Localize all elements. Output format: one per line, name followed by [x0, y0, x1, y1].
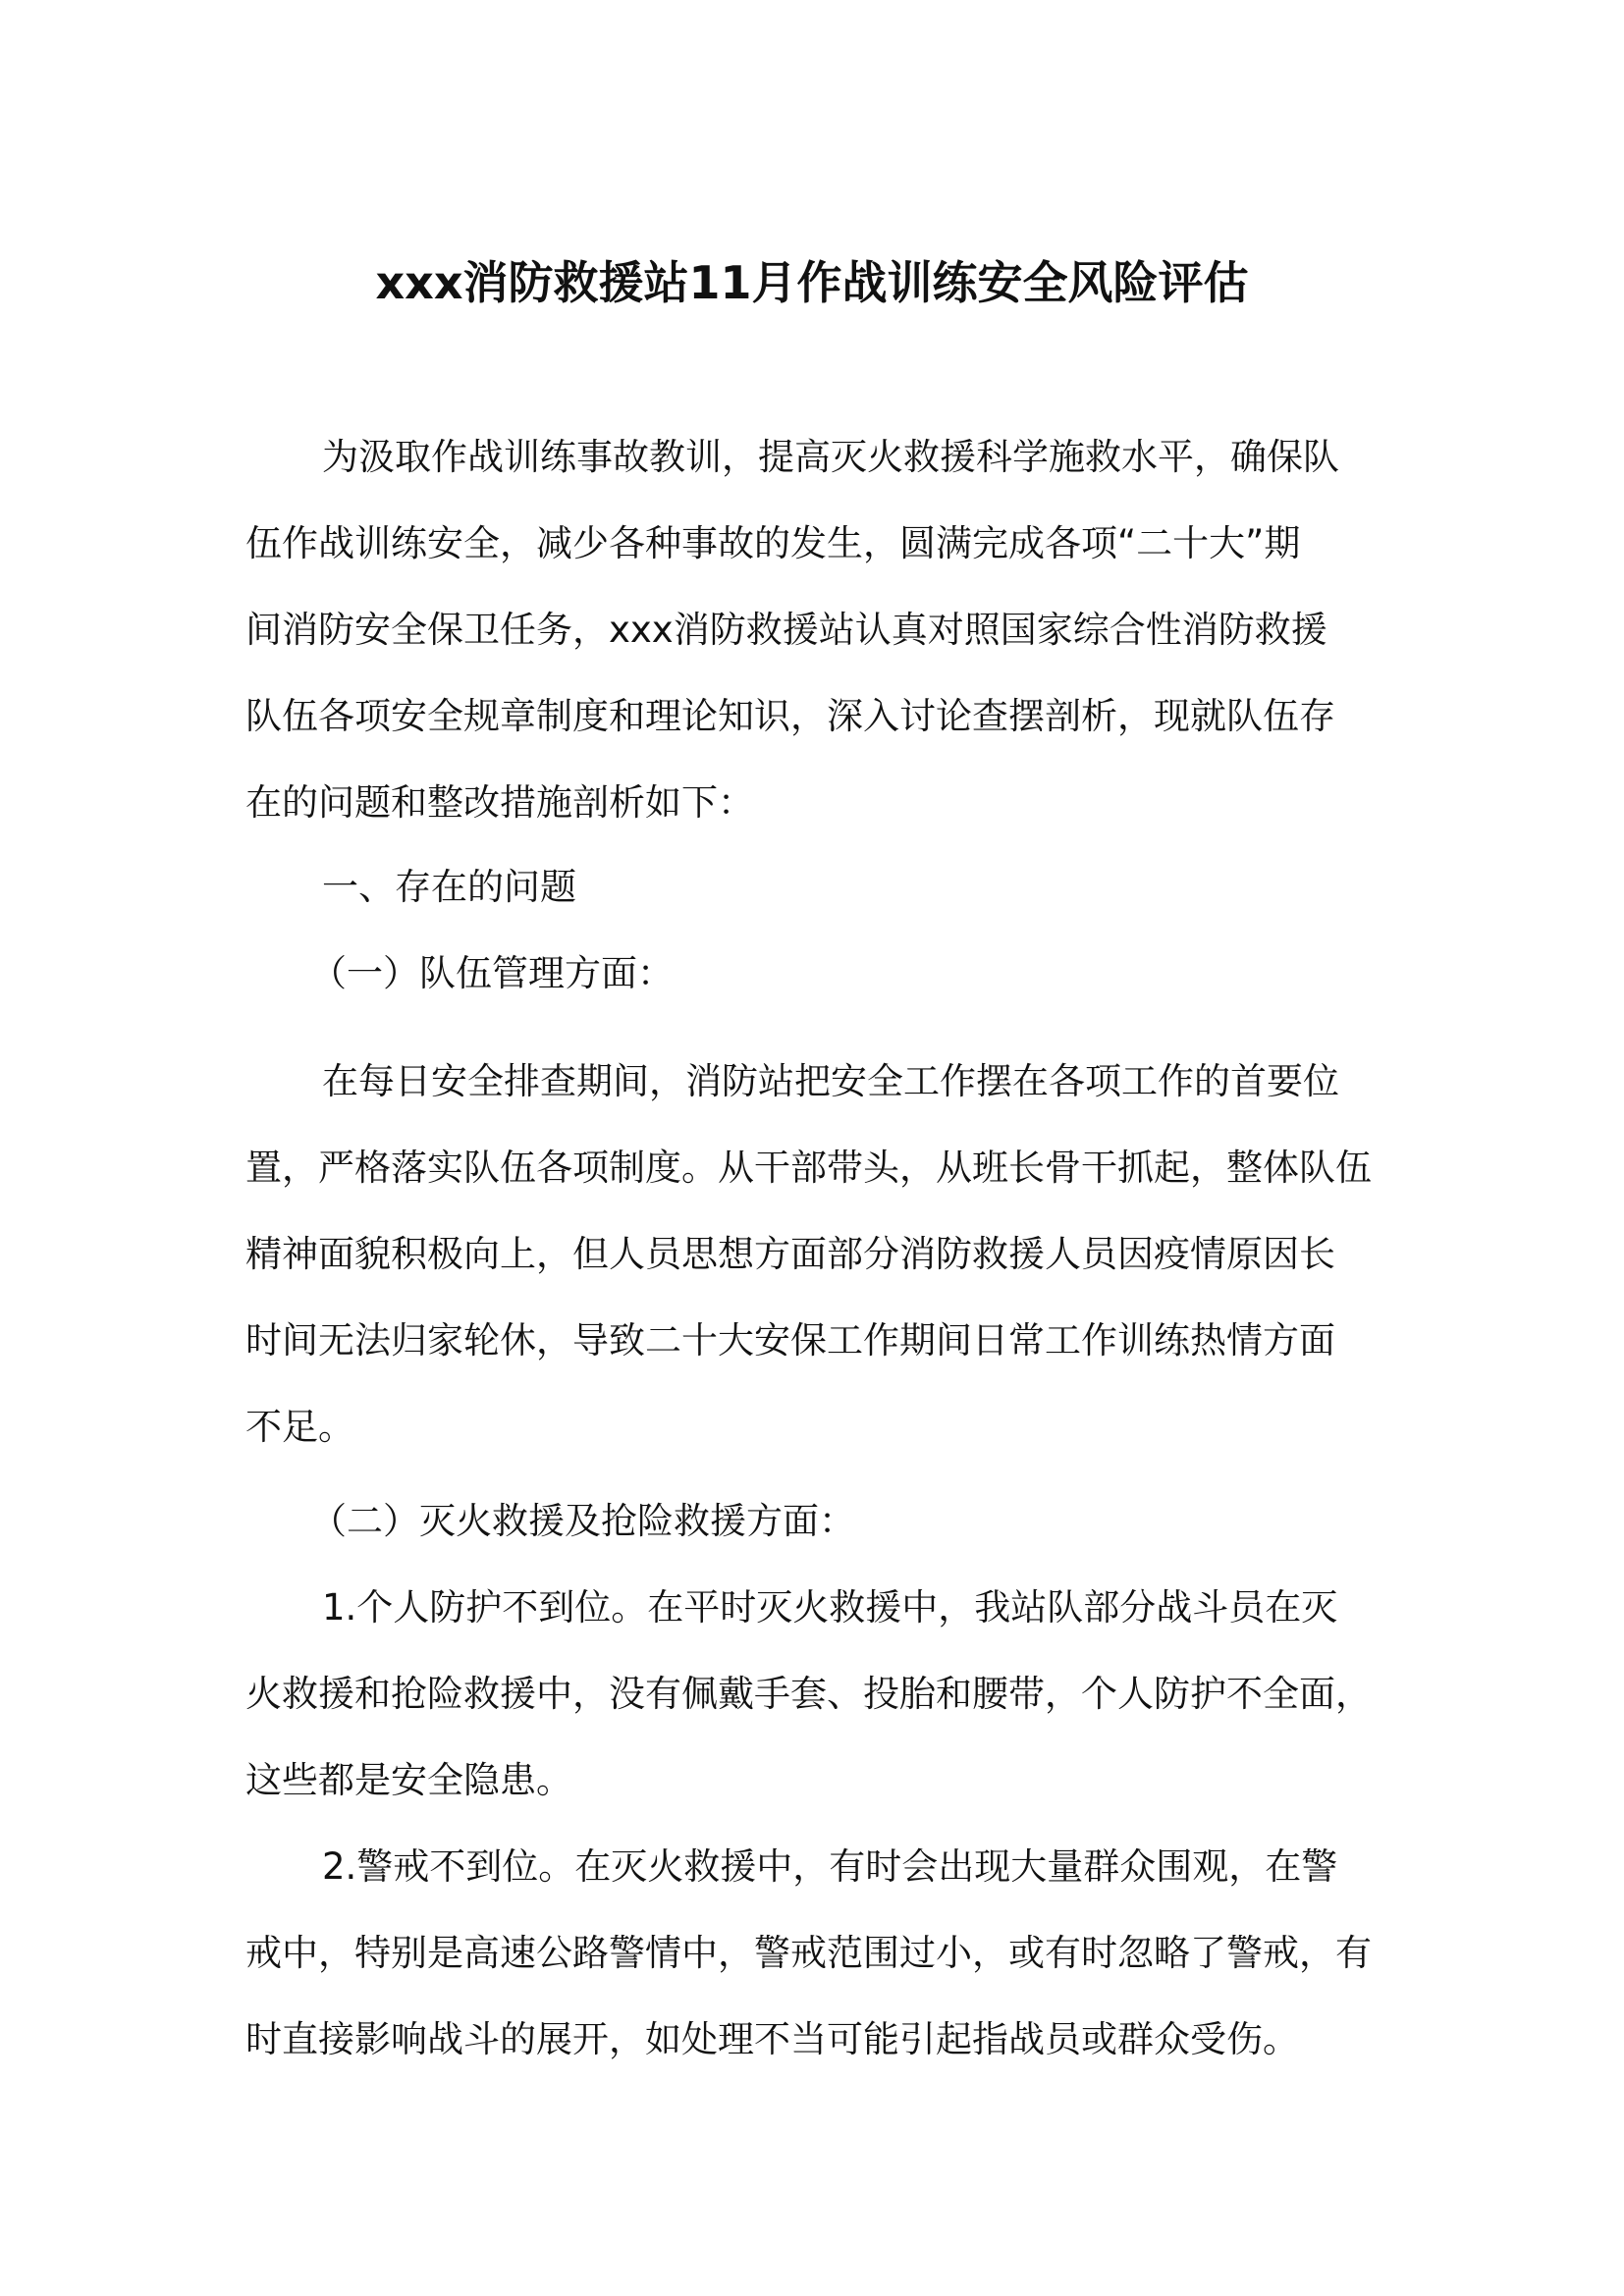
item-1-paragraph	[245, 1565, 1388, 1824]
paragraph-line: 间消防安全保卫任务，xxx消防救援站认真对照国家综合性消防救援	[245, 609, 1327, 651]
paragraph-line: 置，严格落实队伍各项制度。从干部带头，从班长骨干抓起，整体队伍	[245, 1147, 1372, 1189]
document-title: xxx消防救援站11月作战训练安全风险评估	[375, 256, 1249, 309]
paragraph-line: 时直接影响战斗的展开，如处理不当可能引起指战员或群众受伤。	[245, 2018, 1299, 2060]
paragraph-line: 戒中，特别是高速公路警情中，警戒范围过小，或有时忽略了警戒，有	[245, 1932, 1372, 1974]
paragraph-line: 火救援和抢险救援中，没有佩戴手套、投胎和腰带，个人防护不全面，	[245, 1673, 1372, 1715]
section-heading-text: 一、存在的问题	[322, 866, 576, 908]
paragraph-line: 在每日安全排查期间，消防站把安全工作摆在各项工作的首要位	[322, 1060, 1339, 1102]
section-heading-1	[245, 844, 1388, 931]
paragraph-line: 伍作战训练安全，减少各种事故的发生，圆满完成各项“二十大”期	[245, 522, 1301, 564]
paragraph-line: 时间无法归家轮休，导致二十大安保工作期间日常工作训练热情方面	[245, 1319, 1335, 1362]
paragraph-line: 1.个人防护不到位。在平时灭火救援中，我站队部分战斗员在灭	[322, 1586, 1338, 1629]
management-paragraph	[245, 1039, 1388, 1470]
paragraph-line: 这些都是安全隐患。	[245, 1759, 572, 1801]
paragraph-line: 精神面貌积极向上，但人员思想方面部分消防救援人员因疫情原因长	[245, 1233, 1335, 1275]
intro-paragraph	[245, 414, 1388, 846]
paragraph-line: 队伍各项安全规章制度和理论知识，深入讨论查摆剖析，现就队伍存	[245, 695, 1335, 737]
paragraph-line: 为汲取作战训练事故教训，提高灭火救援科学施救水平，确保队	[322, 436, 1339, 478]
paragraph-line: 2.警戒不到位。在灭火救援中，有时会出现大量群众围观，在警	[322, 1845, 1338, 1888]
item-2-paragraph	[245, 1824, 1388, 2083]
paragraph-line: 在的问题和整改措施剖析如下：	[245, 781, 754, 824]
subsection-heading-text: （二）灭火救援及抢险救援方面：	[310, 1500, 855, 1542]
paragraph-line: 不足。	[245, 1406, 354, 1448]
subsection-heading-text: （一）队伍管理方面：	[310, 952, 674, 994]
subsection-heading-1	[245, 931, 1388, 1017]
subsection-heading-2	[245, 1478, 1388, 1565]
